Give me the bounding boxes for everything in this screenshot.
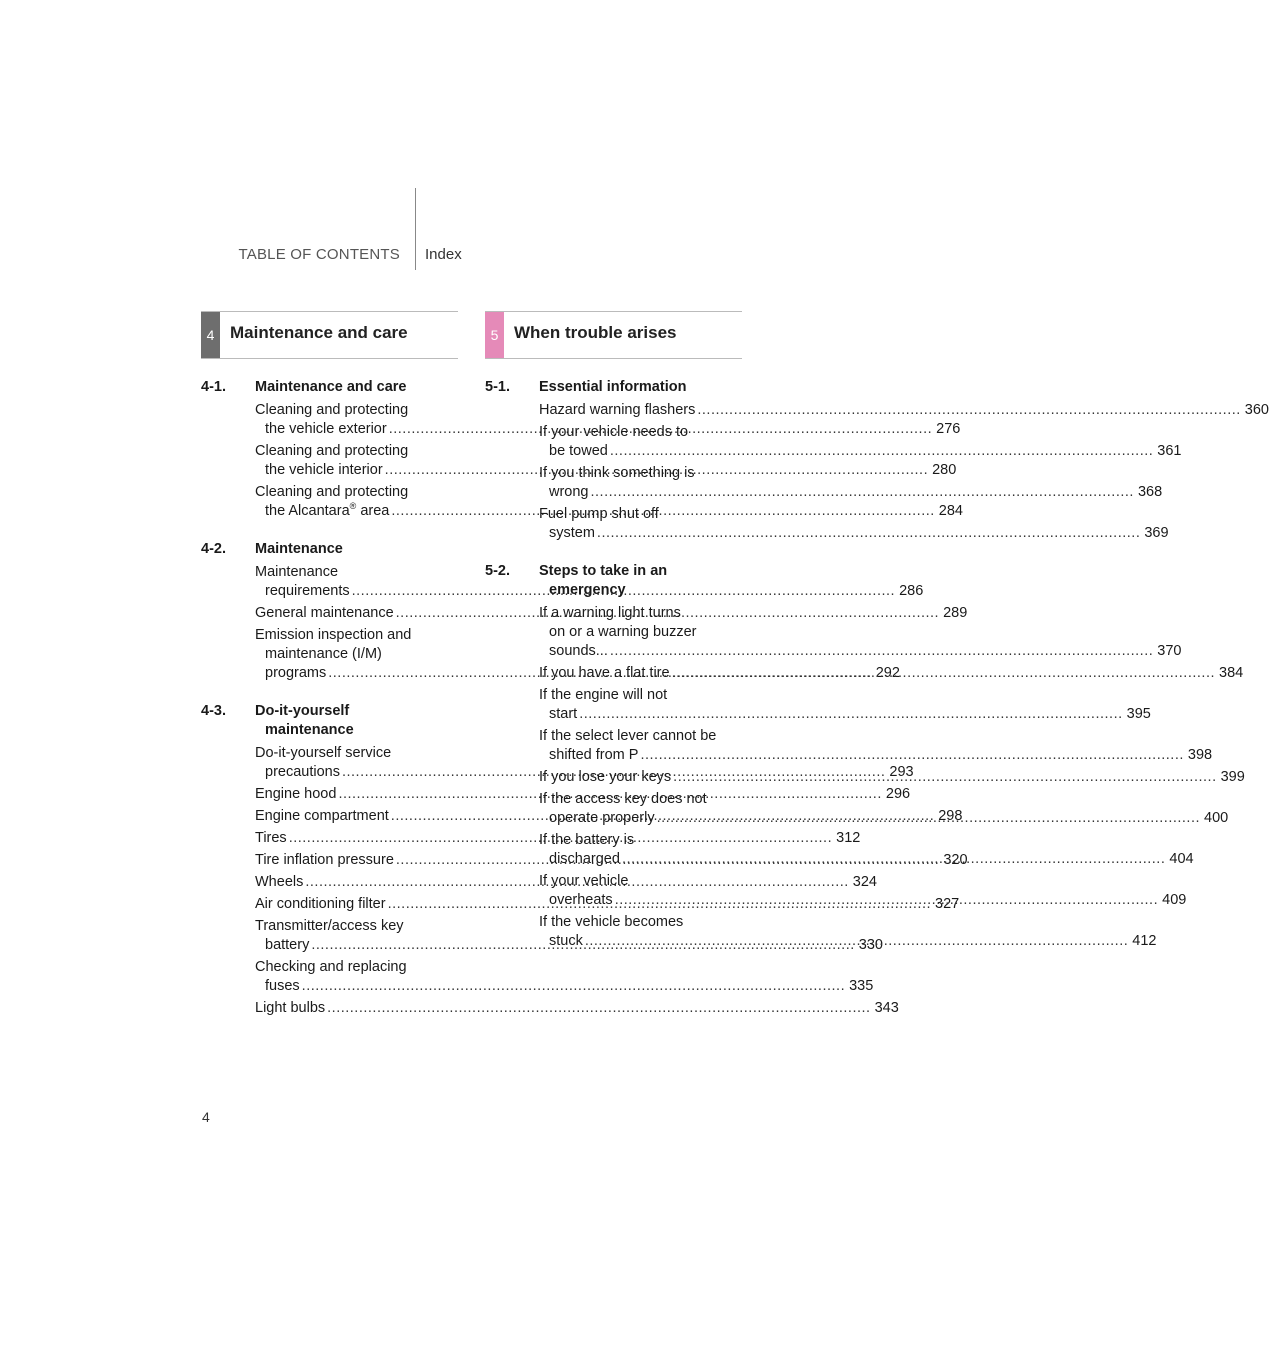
page-ref: 330 [858, 937, 883, 953]
section-title: When trouble arises [514, 323, 677, 342]
page-ref: 296 [885, 786, 911, 802]
page-ref: 276 [936, 421, 961, 437]
toc-entry[interactable]: If you lose your keys ..... 399 [485, 768, 742, 787]
toc-entry[interactable]: If the vehicle becomes stuck ..... 412 [485, 913, 742, 951]
group-title: 5-2. Steps to take in an emergency [485, 563, 668, 598]
page-ref: 324 [852, 874, 877, 890]
toc-entry[interactable]: Transmitter/access key battery ..... 330 [201, 917, 458, 955]
page-ref: 327 [935, 896, 960, 912]
toc-entry[interactable]: If you have a flat tire ..... 384 [485, 664, 742, 683]
toc-entry[interactable]: Do-it-yourself service precautions ..... 293 [201, 744, 458, 782]
page-ref: 286 [899, 583, 924, 599]
group-title: 4-3. Do-it-yourself maintenance [201, 703, 354, 738]
page-ref: 361 [1157, 443, 1182, 459]
section-header-4[interactable] [201, 311, 458, 359]
page-ref: 320 [943, 852, 968, 868]
group-title: 5-1. Essential information [485, 379, 687, 395]
toc-entry[interactable]: If you think something is wrong ..... 368 [485, 464, 742, 502]
index-link[interactable]: Index [425, 246, 462, 263]
toc-entry[interactable]: Wheels ..... 324 [201, 873, 458, 892]
toc-entry[interactable]: Cleaning and protecting the vehicle interior ..... 280 [201, 442, 458, 480]
top-nav [0, 246, 960, 268]
toc-entry[interactable]: Light bulbs ..... 343 [201, 999, 458, 1018]
page-ref: 368 [1137, 484, 1163, 500]
page-ref: 398 [1187, 747, 1213, 763]
page-ref: 312 [836, 830, 861, 846]
page-ref: 395 [1126, 706, 1151, 722]
nav-divider [415, 188, 416, 270]
page-ref: 293 [889, 764, 914, 780]
page-ref: 360 [1244, 402, 1269, 418]
toc-entry[interactable]: Fuel pump shut off system ..... 369 [485, 505, 742, 543]
toc-link[interactable]: TABLE OF CONTENTS [238, 246, 400, 263]
toc-entry[interactable]: If the battery is discharged ..... 404 [485, 831, 742, 869]
toc-entry[interactable]: Engine compartment ..... 298 [201, 807, 458, 826]
toc-entry[interactable]: If the select lever cannot be shifted from P ..... 398 [485, 727, 742, 765]
page-ref: 369 [1144, 525, 1169, 541]
toc-entry[interactable]: If the engine will not start ..... 395 [485, 686, 742, 724]
toc-entry[interactable]: Checking and replacing fuses ..... 335 [201, 958, 458, 996]
section-title: Maintenance and care [230, 323, 408, 342]
toc-entry[interactable]: Maintenance requirements ..... 286 [201, 563, 458, 601]
toc-entry[interactable]: Engine hood ..... 296 [201, 785, 458, 804]
registered-mark: ® [349, 501, 357, 512]
toc-entry[interactable]: If the access key does not operate properly ..... 400 [485, 790, 742, 828]
page-ref: 298 [938, 808, 963, 824]
toc-entry[interactable]: If your vehicle overheats ..... 409 [485, 872, 742, 910]
toc-entry[interactable]: Air conditioning filter ..... 327 [201, 895, 458, 914]
toc-entry[interactable]: Emission inspection and maintenance (I/M) programs ..... 292 [201, 626, 458, 683]
page-ref: 289 [943, 605, 968, 621]
toc-entry[interactable]: General maintenance ..... 289 [201, 604, 458, 623]
section-number-badge: 4 [201, 312, 220, 358]
page-ref: 280 [932, 462, 957, 478]
toc-entry[interactable]: Cleaning and protecting the vehicle exterior ..... 276 [201, 401, 458, 439]
page-ref: 404 [1169, 851, 1194, 867]
toc-entry[interactable]: Tire inflation pressure ..... 320 [201, 851, 458, 870]
page-number: 4 [202, 1109, 210, 1125]
toc-entry[interactable]: Tires ..... 312 [201, 829, 458, 848]
toc-entry[interactable]: If a warning light turns on or a warning buzzer sounds... ..... 370 [485, 604, 742, 661]
page-ref: 370 [1157, 643, 1182, 659]
page-ref: 335 [849, 978, 874, 994]
page-ref: 412 [1132, 933, 1157, 949]
page-ref: 384 [1219, 665, 1244, 681]
section-header-5[interactable] [485, 311, 742, 359]
toc-entry[interactable]: Cleaning and protecting the Alcantara® area ..... 284 [201, 483, 458, 521]
page-ref: 399 [1220, 769, 1245, 785]
page-ref: 343 [874, 1000, 899, 1016]
toc-entry[interactable]: If your vehicle needs to be towed ..... 361 [485, 423, 742, 461]
page-ref: 400 [1204, 810, 1229, 826]
toc-entry[interactable]: Hazard warning flashers ..... 360 [485, 401, 742, 420]
group-title: 4-2. Maintenance [201, 541, 343, 557]
page-ref: 292 [875, 665, 900, 681]
page-ref: 284 [938, 503, 963, 519]
page-ref: 409 [1162, 892, 1187, 908]
group-title: 4-1. Maintenance and care [201, 379, 407, 395]
section-number-badge: 5 [485, 312, 504, 358]
